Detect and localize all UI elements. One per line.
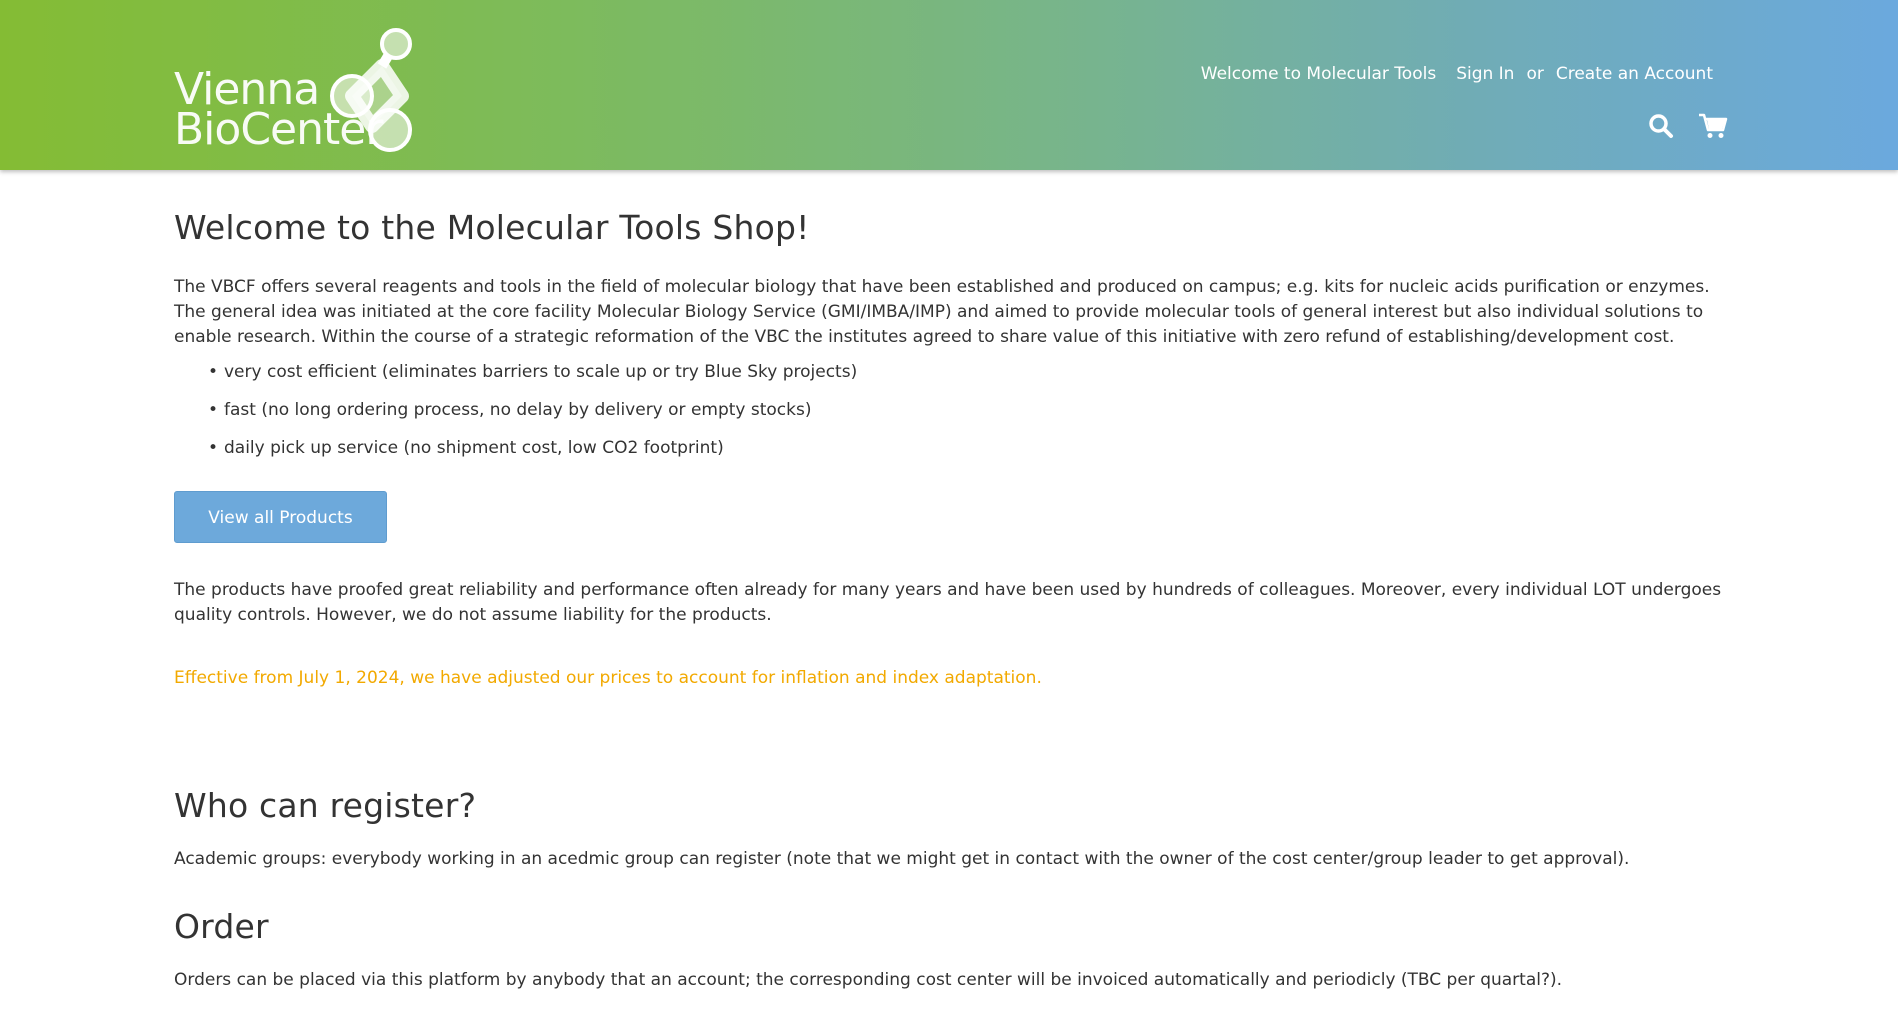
logo-line-1: Vienna (174, 64, 320, 115)
order-paragraph: Orders can be placed via this platform by anybody that an account; the corresponding cost center will be invoiced automatically and periodicly (TBC per quartal?). (174, 970, 1563, 990)
reliability-paragraph: The products have proofed great reliability and performance often already for many years and have been used by hundreds of colleagues. Moreover, every individual LOT undergoes quality controls. However, we do not assume liability for the products. (174, 580, 1722, 625)
welcome-message: Welcome to Molecular Tools (1200, 64, 1437, 84)
list-item: • fast (no long ordering process, no delay by delivery or empty stocks) (208, 398, 1726, 423)
search-icon[interactable] (1648, 113, 1674, 143)
list-item: • very cost efficient (eliminates barriers to scale up or try Blue Sky projects) (208, 360, 1726, 385)
logo-line-2: BioCenter (174, 104, 383, 155)
sign-in-link[interactable]: Sign In (1456, 64, 1515, 84)
order-heading: Order (174, 907, 269, 946)
site-header (0, 0, 1898, 170)
register-heading: Who can register? (174, 786, 477, 825)
price-notice: Effective from July 1, 2024, we have adjusted our prices to account for inflation and index adaptation. (174, 668, 1042, 688)
main-content (174, 208, 1726, 993)
page-title: Welcome to the Molecular Tools Shop! (174, 208, 810, 247)
list-item: • daily pick up service (no shipment cost, low CO2 footprint) (208, 436, 1726, 461)
view-all-products-button[interactable]: View all Products (174, 491, 387, 543)
header-links (1201, 64, 1713, 84)
logo-text (174, 64, 383, 155)
vienna-biocenter-logo[interactable] (174, 26, 424, 156)
register-paragraph: Academic groups: everybody working in an acedmic group can register (note that we might get in contact with the owner of the cost center/group leader to get approval). (174, 849, 1630, 869)
benefits-list (208, 360, 1726, 461)
cart-icon[interactable] (1698, 112, 1728, 144)
or-separator: or (1526, 64, 1544, 84)
intro-paragraph: The VBCF offers several reagents and tools in the field of molecular biology that have been established and produced on campus; e.g. kits for nucleic acids purification or enzymes. The general idea was initiated at the core facility Molecular Biology Service (GMI/IMBA/IMP) and aimed to provide molecular tools of general interest but also individual solutions to enable research. Within the course of a strategic reformation of the VBC the institutes agreed to share value of this initiative with zero refund of establishing/development cost. (174, 277, 1710, 347)
create-account-link[interactable]: Create an Account (1555, 64, 1713, 84)
header-icons (1648, 112, 1728, 144)
